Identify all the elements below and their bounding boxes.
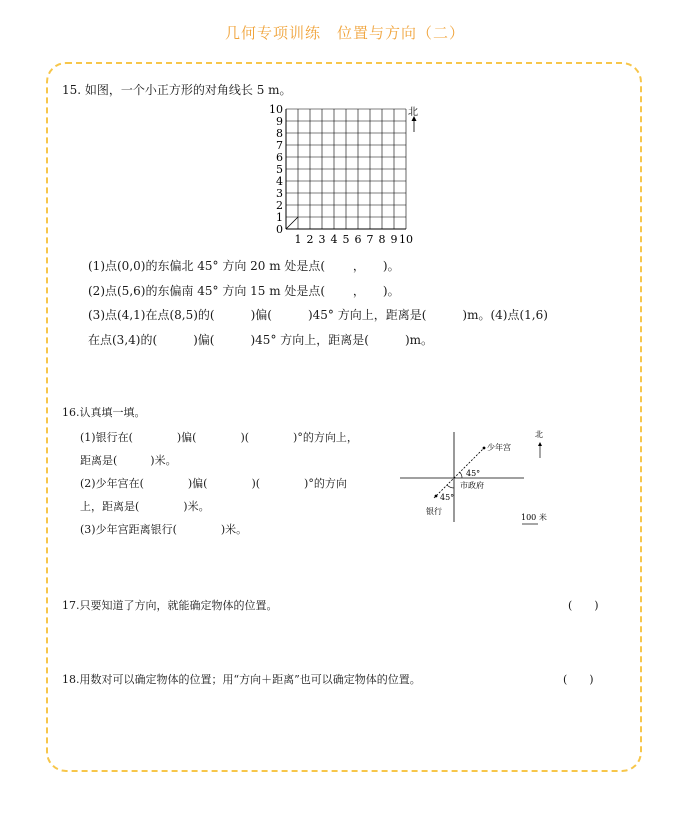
y-tick-label: 0 xyxy=(276,223,283,236)
q16-stem: 16.认真填一填。 xyxy=(62,406,146,419)
youth-palace-label: 少年宫 xyxy=(487,443,511,452)
q18-statement: 18.用数对可以确定物体的位置；用“方向＋距离”也可以确定物体的位置。 xyxy=(62,673,421,686)
y-tick-label: 5 xyxy=(276,163,283,176)
youth-palace-point xyxy=(483,447,486,450)
scale-label: 100 米 xyxy=(521,513,547,522)
page-title: 几何专项训练 位置与方向（二） xyxy=(224,24,465,42)
q17-statement: 17.只要知道了方向，就能确定物体的位置。 xyxy=(62,599,278,612)
x-tick-label: 7 xyxy=(366,233,374,246)
north-label: 北 xyxy=(535,430,543,439)
y-tick-label: 7 xyxy=(276,139,283,152)
y-tick-label: 3 xyxy=(276,187,283,200)
y-tick-label: 9 xyxy=(276,115,283,128)
unit-diagonal xyxy=(286,217,298,229)
q15-part1: (1)点(0,0)的东偏北 45° 方向 20 m 处是点( ， )。 xyxy=(88,259,400,273)
angle-upper-label: 45° xyxy=(466,469,481,478)
bank-label: 银行 xyxy=(426,507,442,516)
q16-direction-diagram xyxy=(396,426,566,530)
x-tick-label: 3 xyxy=(318,233,326,246)
y-tick-label: 10 xyxy=(269,104,283,116)
y-tick-label: 8 xyxy=(276,127,283,140)
angle-arc-upper xyxy=(460,473,462,479)
grid-lines xyxy=(286,109,406,229)
north-arrow-head xyxy=(538,442,542,446)
x-tick-label: 10 xyxy=(399,233,413,246)
q18-answer-blank[interactable]: ( ) xyxy=(563,673,594,686)
q15-part4: 在点(3,4)的( )偏( )45° 方向上，距离是( )m。 xyxy=(88,333,434,347)
y-tick-label: 4 xyxy=(276,175,283,188)
q16-line3: (2)少年宫在( )偏( )( )°的方向 xyxy=(80,477,347,490)
q15-part2: (2)点(5,6)的东偏南 45° 方向 15 m 处是点( ， )。 xyxy=(88,284,400,298)
north-label: 北 xyxy=(408,107,418,118)
city-hall-label: 市政府 xyxy=(460,481,484,490)
x-tick-label: 5 xyxy=(342,233,350,246)
y-tick-label: 2 xyxy=(276,199,283,212)
q16-line5: (3)少年宫距离银行( )米。 xyxy=(80,523,248,536)
x-tick-label: 1 xyxy=(294,233,302,246)
x-tick-label: 6 xyxy=(354,233,362,246)
x-axis-labels xyxy=(295,233,414,246)
q16-line2: 距离是( )米。 xyxy=(80,454,177,467)
x-tick-label: 4 xyxy=(330,233,338,246)
bank-point xyxy=(435,495,438,498)
q15-part3: (3)点(4,1)在点(8,5)的( )偏( )45° 方向上，距离是( )m。(4)点(1,6) xyxy=(88,308,548,322)
angle-lower-label: 45° xyxy=(440,493,455,502)
q16-line4: 上，距离是( )米。 xyxy=(80,500,210,513)
q15-stem: 15. 如图，一个小正方形的对角线长 5 m。 xyxy=(62,83,292,97)
x-tick-label: 9 xyxy=(390,233,398,246)
y-tick-label: 1 xyxy=(276,211,283,224)
x-tick-label: 8 xyxy=(378,233,386,246)
q17-answer-blank[interactable]: ( ) xyxy=(568,599,599,612)
y-tick-label: 6 xyxy=(276,151,283,164)
q15-grid-figure xyxy=(268,104,438,248)
q16-line1: (1)银行在( )偏( )( )°的方向上， xyxy=(80,431,358,444)
x-tick-label: 2 xyxy=(306,233,314,246)
y-axis-labels xyxy=(269,104,283,236)
angle-arc-lower xyxy=(447,485,454,488)
